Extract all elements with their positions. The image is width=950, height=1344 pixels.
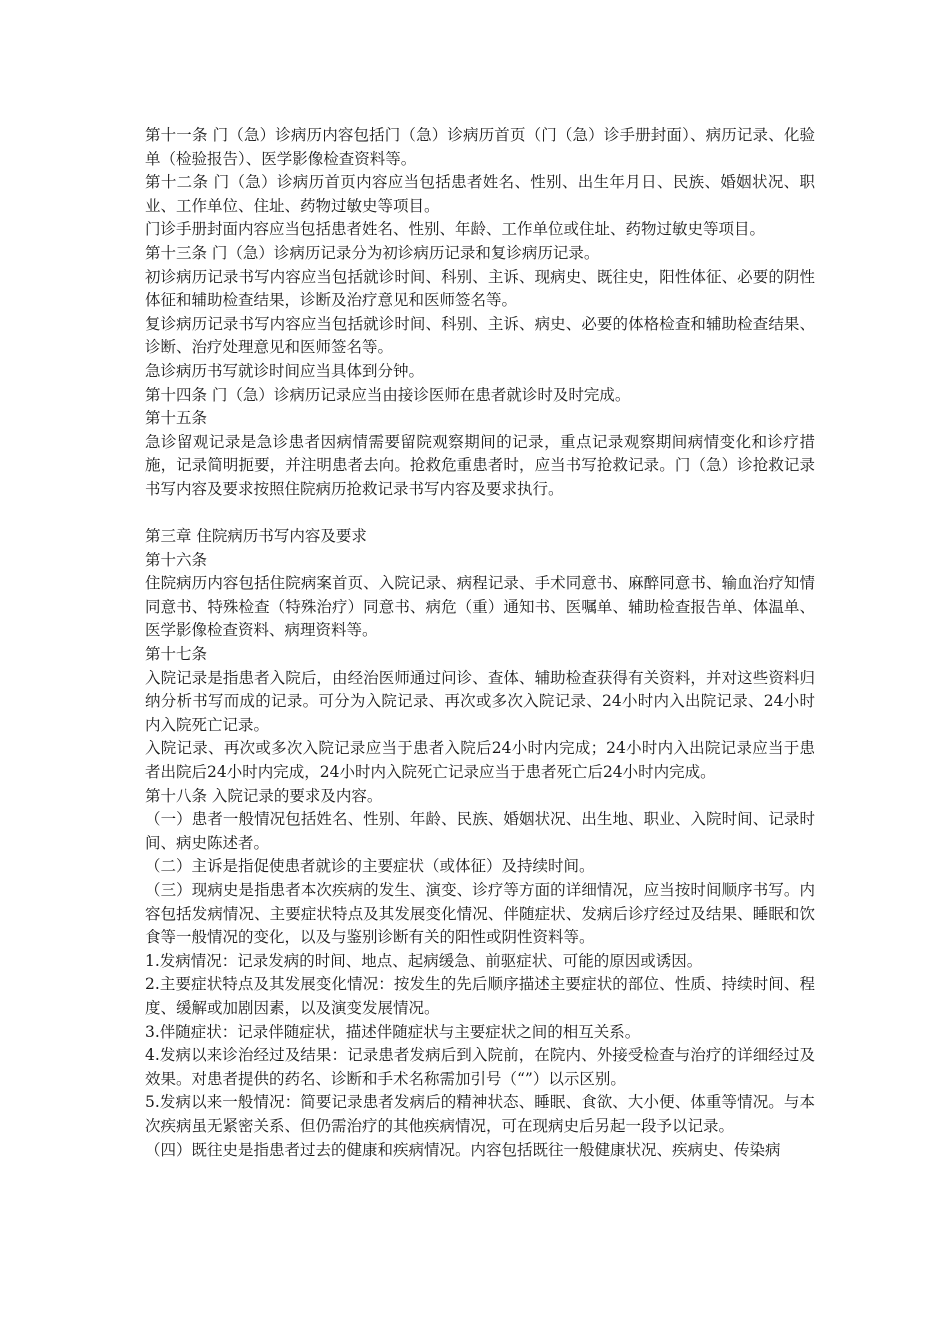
paragraph-point-5-general: 5.发病以来一般情况：简要记录患者发病后的精神状态、睡眠、食欲、大小便、体重等情况。与本次疾病虽无紧密关系、但仍需治疗的其他疾病情况，可在现病史后另起一段予以记录。 [145, 1093, 815, 1135]
paragraph-item-4-past-history: （四）既往史是指患者过去的健康和疾病情况。内容包括既往一般健康状况、疾病史、传染病 [145, 1140, 781, 1159]
paragraph-follow-up-visit: 复诊病历记录书写内容应当包括就诊时间、科别、主诉、病史、必要的体格检查和辅助检查结果、诊断、治疗处理意见和医师签名等。 [145, 314, 815, 357]
document-body [145, 124, 815, 1162]
paragraph-article-16-heading: 第十六条 [145, 550, 208, 569]
paragraph-item-3-present-illness: （三）现病史是指患者本次疾病的发生、演变、诊疗等方面的详细情况，应当按时间顺序书写。内容包括发病情况、主要症状特点及其发展变化情况、伴随症状、发病后诊疗经过及结果、睡眠和饮食等一般情况的变化，以及与鉴别诊断有关的阳性或阴性资料等。 [145, 881, 815, 947]
paragraph-article-17-heading: 第十七条 [145, 645, 208, 664]
paragraph-article-15-heading: 第十五条 [145, 409, 208, 428]
paragraph-article-13: 第十三条 门（急）诊病历记录分为初诊病历记录和复诊病历记录。 [145, 243, 600, 262]
paragraph-article-16-body: 住院病历内容包括住院病案首页、入院记录、病程记录、手术同意书、麻醉同意书、输血治疗知情同意书、特殊检查（特殊治疗）同意书、病危（重）通知书、医嘱单、辅助检查报告单、体温单、医学影像检查资料、病理资料等。 [145, 574, 815, 640]
paragraph-outpatient-cover: 门诊手册封面内容应当包括患者姓名、性别、年龄、工作单位或住址、药物过敏史等项目。 [145, 220, 766, 239]
paragraph-spacer [145, 502, 815, 526]
paragraph-article-15-body: 急诊留观记录是急诊患者因病情需要留院观察期间的记录，重点记录观察期间病情变化和诊疗措施，记录简明扼要，并注明患者去向。抢救危重患者时，应当书写抢救记录。门（急）诊抢救记录书写内容及要求按照住院病历抢救记录书写内容及要求执行。 [145, 432, 815, 498]
paragraph-emergency-time: 急诊病历书写就诊时间应当具体到分钟。 [145, 361, 425, 380]
paragraph-point-4-treatment: 4.发病以来诊治经过及结果：记录患者发病后到入院前，在院内、外接受检查与治疗的详细经过及效果。对患者提供的药名、诊断和手术名称需加引号（“”）以示区别。 [145, 1046, 815, 1088]
paragraph-admission-timing: 入院记录、再次或多次入院记录应当于患者入院后24小时内完成；24小时内入出院记录应当于患者出院后24小时内完成，24小时内入院死亡记录应当于患者死亡后24小时内完成。 [145, 739, 815, 782]
chapter-3-heading: 第三章 住院病历书写内容及要求 [145, 527, 367, 546]
paragraph-article-14: 第十四条 门（急）诊病历记录应当由接诊医师在患者就诊时及时完成。 [145, 385, 631, 404]
paragraph-point-2-symptoms: 2.主要症状特点及其发展变化情况：按发生的先后顺序描述主要症状的部位、性质、持续时间、程度、缓解或加剧因素，以及演变发展情况。 [145, 975, 815, 1017]
paragraph-article-11: 第十一条 门（急）诊病历内容包括门（急）诊病历首页（门（急）诊手册封面）、病历记录、化验单（检验报告）、医学影像检查资料等。 [145, 126, 815, 168]
paragraph-item-2-chief-complaint: （二）主诉是指促使患者就诊的主要症状（或体征）及持续时间。 [145, 857, 595, 876]
paragraph-article-12: 第十二条 门（急）诊病历首页内容应当包括患者姓名、性别、出生年月日、民族、婚姻状况、职业、工作单位、住址、药物过敏史等项目。 [145, 173, 815, 215]
paragraph-point-3-accompanying: 3.伴随症状：记录伴随症状，描述伴随症状与主要症状之间的相互关系。 [145, 1022, 641, 1041]
paragraph-article-18: 第十八条 入院记录的要求及内容。 [145, 786, 383, 805]
paragraph-article-17-body: 入院记录是指患者入院后，由经治医师通过问诊、查体、辅助检查获得有关资料，并对这些资料归纳分析书写而成的记录。可分为入院记录、再次或多次入院记录、24小时内入出院记录、24小时内入院死亡记录。 [145, 668, 815, 734]
paragraph-initial-visit: 初诊病历记录书写内容应当包括就诊时间、科别、主诉、现病史、既往史，阳性体征、必要的阴性体征和辅助检查结果，诊断及治疗意见和医师签名等。 [145, 267, 815, 310]
paragraph-item-1-general: （一）患者一般情况包括姓名、性别、年龄、民族、婚姻状况、出生地、职业、入院时间、记录时间、病史陈述者。 [145, 810, 815, 852]
paragraph-point-1-onset: 1.发病情况：记录发病的时间、地点、起病缓急、前驱症状、可能的原因或诱因。 [145, 951, 703, 970]
